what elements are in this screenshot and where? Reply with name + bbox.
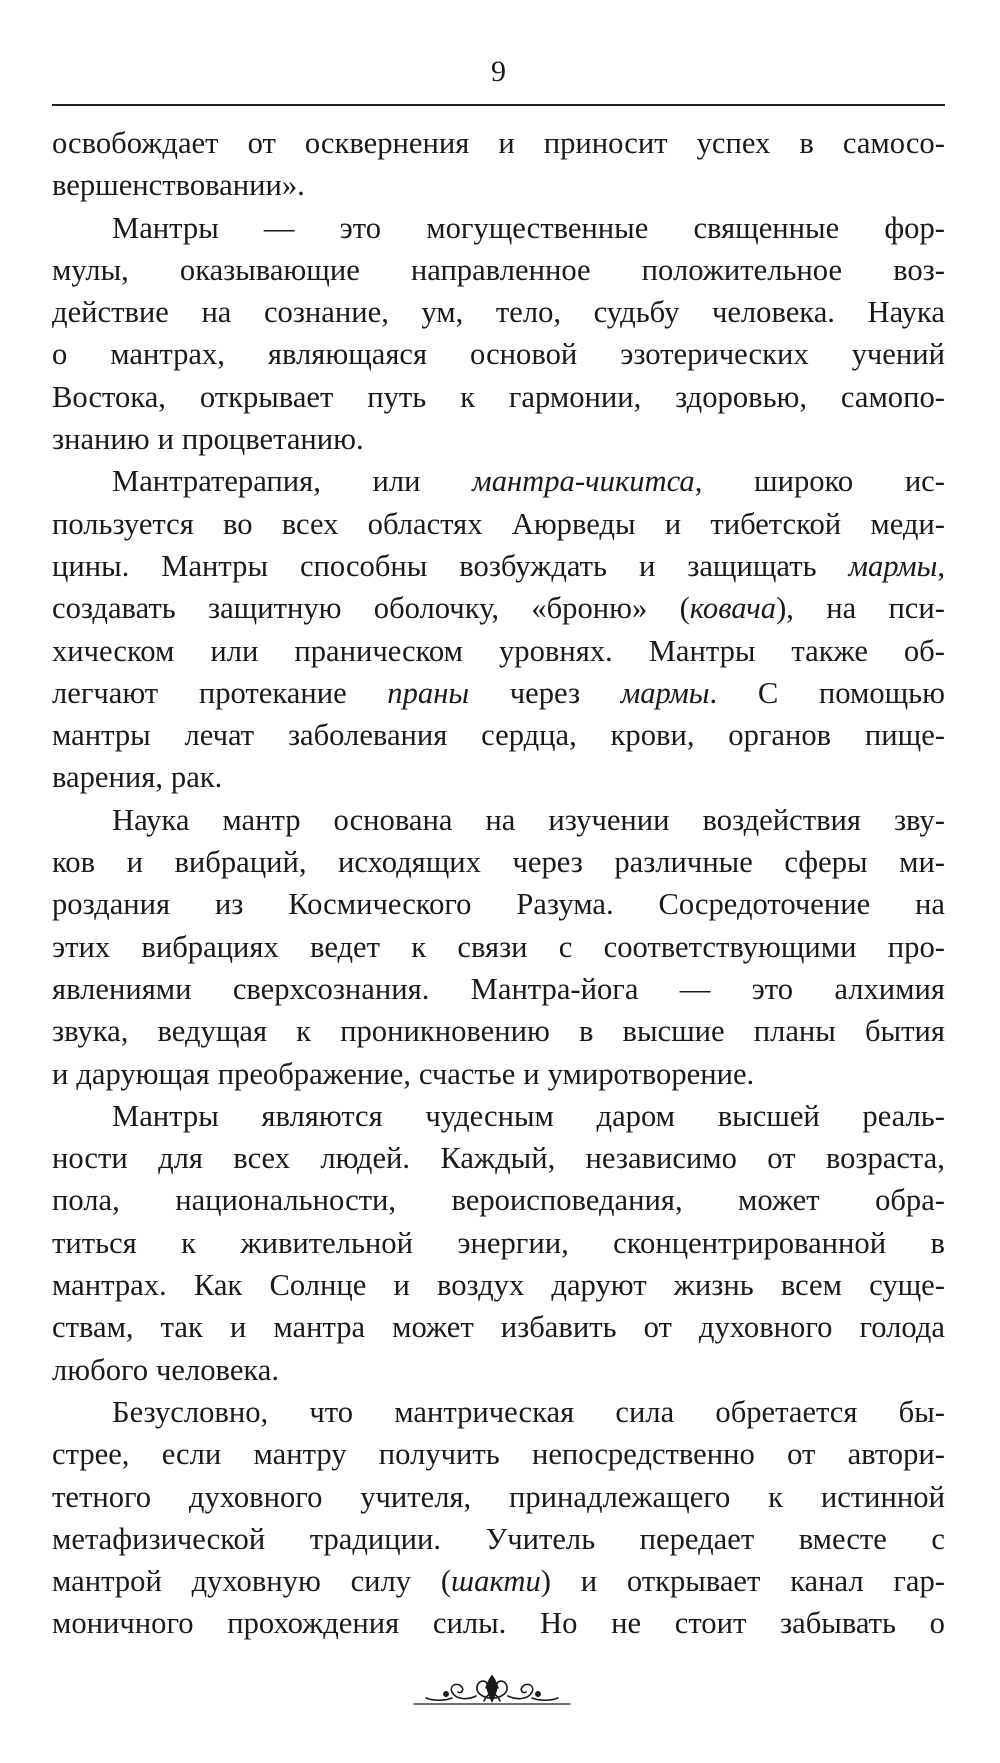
header-rule <box>52 104 945 106</box>
text-line: действие на сознание, ум, тело, судьбу человека. Наука <box>52 295 945 330</box>
text-line: этих вибрациях ведет к связи с соответствующими про- <box>52 929 945 964</box>
text-line: мантры лечат заболевания сердца, крови, органов пище- <box>52 718 945 753</box>
text-line: освобождает от осквернения и приносит успех в самосо- <box>52 126 945 160</box>
text-line: создавать защитную оболочку, «броню» (ковача), на пси- <box>52 591 945 626</box>
text-line: ствам, так и мантра может избавить от духовного голода <box>52 1310 945 1345</box>
text-line: вершенствовании». <box>52 168 305 203</box>
text-line: Мантратерапия, или мантра-чикитса, широко ис- <box>112 464 945 499</box>
text-line: стрее, если мантру получить непосредственно от автори- <box>52 1437 945 1472</box>
text-line: мулы, оказывающие направленное положительное воз- <box>52 252 945 287</box>
text-line: титься к живительной энергии, сконцентрированной в <box>52 1225 945 1260</box>
text-line: варения, рак. <box>52 760 223 795</box>
text-line: цины. Мантры способны возбуждать и защищать мармы, <box>52 548 945 583</box>
text-line: моничного прохождения силы. Но не стоит забывать о <box>52 1606 945 1641</box>
text-line: пола, национальности, вероисповедания, может обра- <box>52 1183 945 1218</box>
text-line: ности для всех людей. Каждый, независимо от возраста, <box>52 1141 945 1176</box>
text-line: Наука мантр основана на изучении воздействия зву- <box>112 802 945 837</box>
text-line: звука, ведущая к проникновению в высшие планы бытия <box>52 1014 945 1049</box>
text-line: легчают протекание праны через мармы. С помощью <box>52 675 945 710</box>
text-line: тетного духовного учителя, принадлежащего к истинной <box>52 1479 945 1514</box>
text-line: Безусловно, что мантрическая сила обретается бы- <box>112 1394 945 1429</box>
text-line: пользуется во всех областях Аюрведы и тибетской меди- <box>52 506 945 541</box>
text-line: метафизической традиции. Учитель передает вместе с <box>52 1521 945 1556</box>
body-text <box>52 122 945 1645</box>
text-line: Мантры являются чудесным даром высшей реаль- <box>112 1098 945 1133</box>
page-number: 9 <box>491 55 506 88</box>
book-page <box>52 0 945 1763</box>
text-line: и дарующая преображение, счастье и умиротворение. <box>52 1056 755 1091</box>
text-line: знанию и процветанию. <box>52 422 364 457</box>
text-line: Востока, открывает путь к гармонии, здоровью, самопо- <box>52 379 945 414</box>
text-line: хическом или праническом уровнях. Мантры также об- <box>52 633 945 668</box>
text-line: ков и вибраций, исходящих через различные сферы ми- <box>52 845 945 880</box>
text-line: Мантры — это могущественные священные фор- <box>112 210 945 245</box>
flourish-ornament-icon <box>412 1668 572 1712</box>
text-line: о мантрах, являющаяся основой эзотерических учений <box>52 337 945 372</box>
text-line: мантрой духовную силу (шакти) и открывает канал гар- <box>52 1564 945 1599</box>
text-line: роздания из Космического Разума. Сосредоточение на <box>52 887 945 922</box>
text-line: мантрах. Как Солнце и воздух даруют жизнь всем суще- <box>52 1268 945 1303</box>
text-line: любого человека. <box>52 1352 280 1387</box>
text-line: явлениями сверхсознания. Мантра-йога — это алхимия <box>52 971 945 1006</box>
